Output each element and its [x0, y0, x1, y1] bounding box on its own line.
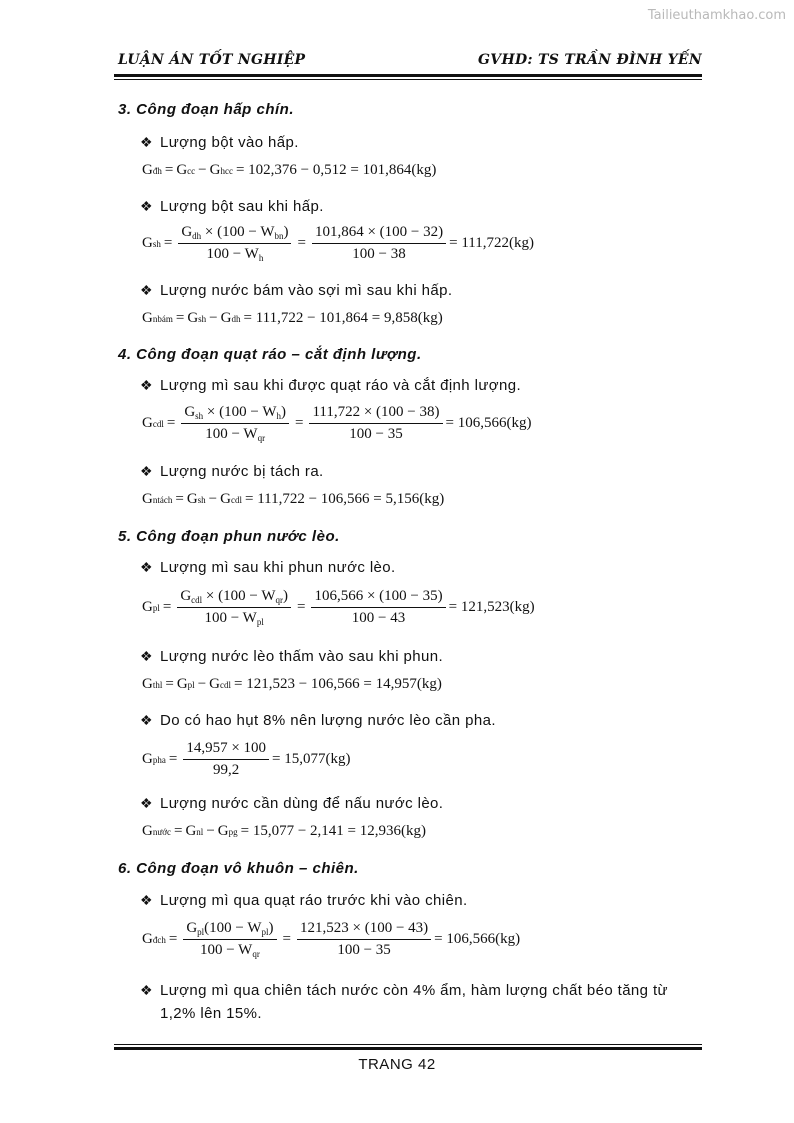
formula-g-ntach: G ntách = G sh − G cdl = 111,722 − 106,566 = 5,156(kg) [142, 491, 445, 507]
formula-g-cdl: G cdl = $\frac{G_{sh} \times (100 - W_h)}{100 - W_{qr}}$ = $\frac{111,722 \times (100 - 38)}{100 - 35}$ = 106,566(kg) [142, 404, 532, 443]
bullet-text: Lượng mì sau khi được quạt ráo và cắt định lượng. [160, 377, 522, 394]
diamond-bullet-icon: ❖ [140, 198, 153, 214]
diamond-bullet-icon: ❖ [140, 795, 153, 811]
header-thesis-title: LUẬN ÁN TỐT NGHIỆP [118, 52, 306, 68]
section-4-title: 4. Công đoạn quạt ráo – cắt định lượng. [118, 346, 422, 363]
bullet-item [140, 282, 452, 299]
diamond-bullet-icon: ❖ [140, 712, 153, 728]
bullet-item [140, 377, 521, 394]
bullet-text: Lượng mì qua chiên tách nước còn 4% ẩm, hàm lượng chất béo tăng từ [160, 982, 668, 999]
formula-g-nbam: G nbám = G sh − G dh = 111,722 − 101,864 = 9,858(kg) [142, 310, 443, 326]
formula-g-sh: G sh = $\frac{G_{dh} \times (100 - W_{bn})}{100 - W_h}$ = $\frac{101,864 \times (100 - 32)}{100 - 38}$ = 111,722(kg) [142, 224, 534, 263]
header-divider [114, 74, 702, 80]
bullet-text: Lượng nước lèo thấm vào sau khi phun. [160, 648, 444, 665]
bullet-item [140, 712, 496, 729]
bullet-text: Do có hao hụt 8% nên lượng nước lèo cần pha. [160, 712, 496, 729]
diamond-bullet-icon: ❖ [140, 463, 153, 479]
bullet-text: Lượng nước cần dùng để nấu nước lèo. [160, 795, 444, 812]
bullet-text: Lượng mì sau khi phun nước lèo. [160, 559, 396, 576]
diamond-bullet-icon: ❖ [140, 648, 153, 664]
bullet-item [140, 559, 396, 576]
formula-g-thl: G thl = G pl − G cdl = 121,523 − 106,566 = 14,957(kg) [142, 676, 442, 692]
bullet-text: Lượng mì qua quạt ráo trước khi vào chiên. [160, 892, 468, 909]
bullet-text: Lượng bột vào hấp. [160, 134, 299, 151]
bullet-text-continued: 1,2% lên 15%. [160, 1005, 262, 1022]
bullet-item [140, 648, 443, 665]
bullet-item [140, 198, 324, 215]
formula-g-pha: G pha = $\frac{14,957 \times 100}{99,2}$ = 15,077(kg) [142, 740, 351, 778]
formula-g-dch: G đch = $\frac{G_{pl}(100 - W_{pl})}{100 - W_{qr}}$ = $\frac{121,523 \times (100 - 43)}{100 - 35}$ = 106,566(kg) [142, 920, 521, 959]
bullet-item [140, 463, 324, 480]
diamond-bullet-icon: ❖ [140, 377, 153, 393]
diamond-bullet-icon: ❖ [140, 559, 153, 575]
section-6-title: 6. Công đoạn vô khuôn – chiên. [118, 860, 359, 877]
bullet-text: Lượng nước bám vào sợi mì sau khi hấp. [160, 282, 453, 299]
formula-g-dh: G đh = G cc − G hcc = 102,376 − 0,512 = 101,864(kg) [142, 162, 437, 178]
bullet-text: Lượng bột sau khi hấp. [160, 198, 324, 215]
bullet-item [140, 892, 468, 909]
bullet-text: Lượng nước bị tách ra. [160, 463, 324, 480]
diamond-bullet-icon: ❖ [140, 892, 153, 908]
page-number: TRANG 42 [358, 1056, 436, 1073]
header-advisor: GVHD: TS TRẦN ĐÌNH YẾN [478, 52, 702, 68]
bullet-item [140, 795, 443, 812]
diamond-bullet-icon: ❖ [140, 982, 153, 998]
bullet-item [140, 982, 668, 1022]
formula-g-nuoc: G nước = G nl − G pg = 15,077 − 2,141 = 12,936(kg) [142, 823, 426, 839]
footer-divider [114, 1044, 702, 1050]
watermark: Tailieuthamkhao.com [647, 8, 786, 23]
diamond-bullet-icon: ❖ [140, 282, 153, 298]
section-5-title: 5. Công đoạn phun nước lèo. [118, 528, 340, 545]
section-3-title: 3. Công đoạn hấp chín. [118, 101, 294, 118]
bullet-item [140, 134, 299, 151]
diamond-bullet-icon: ❖ [140, 134, 153, 150]
formula-g-pl: G pl = $\frac{G_{cdl} \times (100 - W_{qr})}{100 - W_{pl}}$ = $\frac{106,566 \times (100 - 35)}{100 - 43}$ = 121,523(kg) [142, 588, 535, 627]
